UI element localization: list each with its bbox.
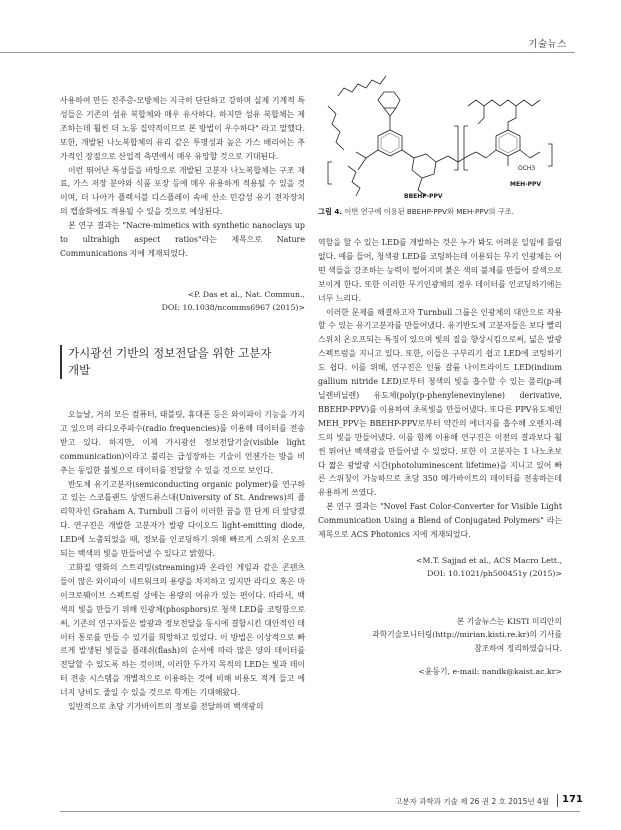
citation: <P. Das et al., Nat. Commun., <box>187 289 305 299</box>
source-note: 과학기술모니터링(http://mirian.kisti.re.kr)의 기사를 <box>372 630 562 640</box>
citation-doi: DOI: 10.1038/ncomms6967 (2015)> <box>161 303 305 313</box>
paragraph: 역할을 할 수 있는 LED를 개발하는 것은 누가 봐도 어려운 일임에 틀림없다. 예를 들어, 청색광 LED를 코팅하는데 이용되는 무기 인광체는 어떤 색들을 강조하는 능력이 떨어지며 붉은 색의 불체를 만들어 갈색으로 보이게 한다. 또한 이러한 무기인광체의 경우 데이터를 인코딩하기에는 너무 느리다. <box>318 238 562 303</box>
author-contact: <윤동기, e-mail: nandk@kaist.ac.kr> <box>418 667 562 677</box>
chemical-structure-figure <box>318 66 568 201</box>
paragraph: 이러한 문제를 해결하고자 Turnbull 그룹은 인광체의 대안으로 작용할 수 있는 유기고분자를 만들어냈다. 유기반도체 고분자들은 보다 빨리 스위치 온오프되는 특징이 있으며 빛의 질을 향상시킴으로써, 넓은 발광 스펙트럼을 지니고 있다. 또한, 이들은 구부리기 쉽고 LED에 코팅하기도 쉽다. 이를 위해, 연구진은 인듐 갈륨 나이트라이드 LED(indium gallium nitride LED)로부터 청색의 빛을 흡수할 수 있는 폴리(p-페닐렌비닐렌) 유도체(poly(p-phenylenevinylene) derivative, BBEHP-PPV)를 이용하여 초록빛을 만들어냈다. 또다른 PPV유도체인 MEH_PPV는 BBEHP-PPV로부터 약간의 에너지를 흡수해 오렌지-레드의 빛을 만들어냈다. 이를 함께 이용해 연구진은 이전의 결과보다 훨씬 뛰어난 백색광을 만들어낼 수 있었다. 또한 이 고분자는 1 나노초보다 짧은 광발광 시간(photoluminescent lifetime)을 지니고 있어 빠른 스위칭이 가능하므로 초당 350 메가바이트의 데이터를 전송하는데 유용하게 쓰였다. <box>318 307 562 498</box>
header-divider <box>0 52 575 53</box>
footer-rule <box>60 811 580 812</box>
paragraph: 이런 뛰어난 특성들을 바탕으로 개발된 고분자 나노복합체는 구조 재료, 가스 저장 분야와 식품 포장 등에 매우 유용하게 적용될 수 있을 것이며, 더 나아가 플렉서블 디스플레이 속에 산소 민감성 유기 전자장치의 캡슐화에도 적용될 수 있을 것으로 예상된다. <box>60 165 305 217</box>
paragraph: 사용하여 만든 진주층-모방체는 지극히 단단하고 강하며 실제 기계적 특성들은 기존의 섬유 복합체와 매우 유사하다. 하지만 섬유 복합체는 제조하는데 훨씬 더 노동 집약적이므로 본 방법이 우수하다" 라고 말했다. 또한, 개발된 나노복합체의 유리 같은 투명성과 높은 가스 배리어는 추가적인 장점으로 산업적 측면에서 매우 유망할 것으로 기대된다. <box>60 96 305 161</box>
paragraph: 오늘날, 거의 모든 컴퓨터, 태블릿, 휴대폰 등은 와이파이 기능을 가지고 있으며 라디오주파수(radio frequencies)를 이용해 데이터를 전송받고 있다. 하지만, 이제 가시광선 정보전달기술(visible light communication)이라고 불리는 급성장하는 기술이 언젠가는 방을 비추는 동일한 불빛으로 데이터를 전달할 수 있을 것으로 보인다. <box>60 410 305 475</box>
citation: <M.T. Sajjad et al., ACS Macro Lett., <box>415 555 562 565</box>
caption-text: 이번 연구에 이용된 BBEHP-PPV와 MEH-PPV의 구조. <box>344 207 514 216</box>
left-column <box>60 94 305 315</box>
section-label: 기술뉴스 <box>528 39 567 50</box>
och3-label: OCH3 <box>518 165 536 172</box>
caption-number: 그림 4. <box>318 207 343 216</box>
meh-ppv-label: MEH-PPV <box>510 181 542 188</box>
source-note: 본 기술뉴스는 KISTI 미리안의 <box>456 616 562 626</box>
figure-caption <box>318 207 568 217</box>
paragraph: 본 연구 결과는 "Nacre-mimetics with synthetic nanoclays up to ultrahigh aspect ratios"라는 제목으로 Nature Communications 지에 게재되었다. <box>60 221 305 258</box>
citation-doi: DOI: 10.1021/ph500451y (2015)> <box>427 569 562 579</box>
right-column <box>318 236 562 679</box>
section-heading-line: 가시광선 기반의 정보전달을 위한 고분자 <box>68 346 272 360</box>
bbehp-ppv-label: BBEHP-PPV <box>404 193 443 200</box>
footer-divider <box>557 794 558 807</box>
paragraph: 고화질 영화의 스트리밍(streaming)과 온라인 게임과 같은 콘텐츠들이 많은 와이파이 네트워크의 용량을 차지하고 있지만 라디오 혹은 마이크로웨이브 스펙트럼 상에는 용량의 여유가 있는 편이다. 따라서, 백색의 빛을 만들기 위해 인광체(phosphors)로 청색 LED를 코팅함으로써, 기존의 연구자들은 발광과 정보전달을 동시에 결합시킨 대안적인 데이터 통로를 만들 수 있기를 희망하고 있었다. 이 방법은 이상적으로 빠르게 발생된 빛들을 플래쉬(flash)의 순서에 따라 많은 양의 데이터를 전달할 수 있도록 하는 것이며, 이러한 두가지 목적의 LED는 빛과 데이터 전송 시스템을 개별적으로 이용하는 것에 비해 비용도 적게 들고 에너지 낭비도 줄일 수 있을 것으로 학계는 기대해왔다. <box>60 562 305 698</box>
section-body <box>60 408 305 714</box>
page-footer <box>0 791 621 811</box>
paragraph: 일반적으로 초당 기가바이트의 정보를 전달하며 백색광의 <box>68 702 264 712</box>
page-number: 171 <box>562 794 583 805</box>
section-heading-line: 개발 <box>68 363 91 377</box>
section-heading <box>60 345 313 379</box>
journal-info: 고분자 과학과 기술 제 26 권 2 호 2015년 4월 <box>395 797 549 806</box>
paragraph: 반도체 유기고분자(semiconducting organic polymer)를 연구하고 있는 스코틀랜드 상앤드류스대(University of St. Andrews)의 플리학자인 Graham A. Turnbull 그룹이 이러한 꿈을 한 단계 더 앞당겼다. 연구진은 개발한 고분자가 발광 다이오드 light-emitting diode, LED에 노출되었을 때, 정보를 인코딩하기 위해 빠르게 스위치 온오프되는 백색의 빛을 만들어낼 수 있다고 밝혔다. <box>60 479 305 559</box>
paragraph: 본 연구 결과는 "Novel Fast Color-Converter for Visible Light Communication Using a Blend of Conjugated Polymers" 라는 제목으로 ACS Photonics 지에 게재되었다. <box>318 502 562 540</box>
source-note: 참조하여 정리하였습니다. <box>474 643 562 653</box>
